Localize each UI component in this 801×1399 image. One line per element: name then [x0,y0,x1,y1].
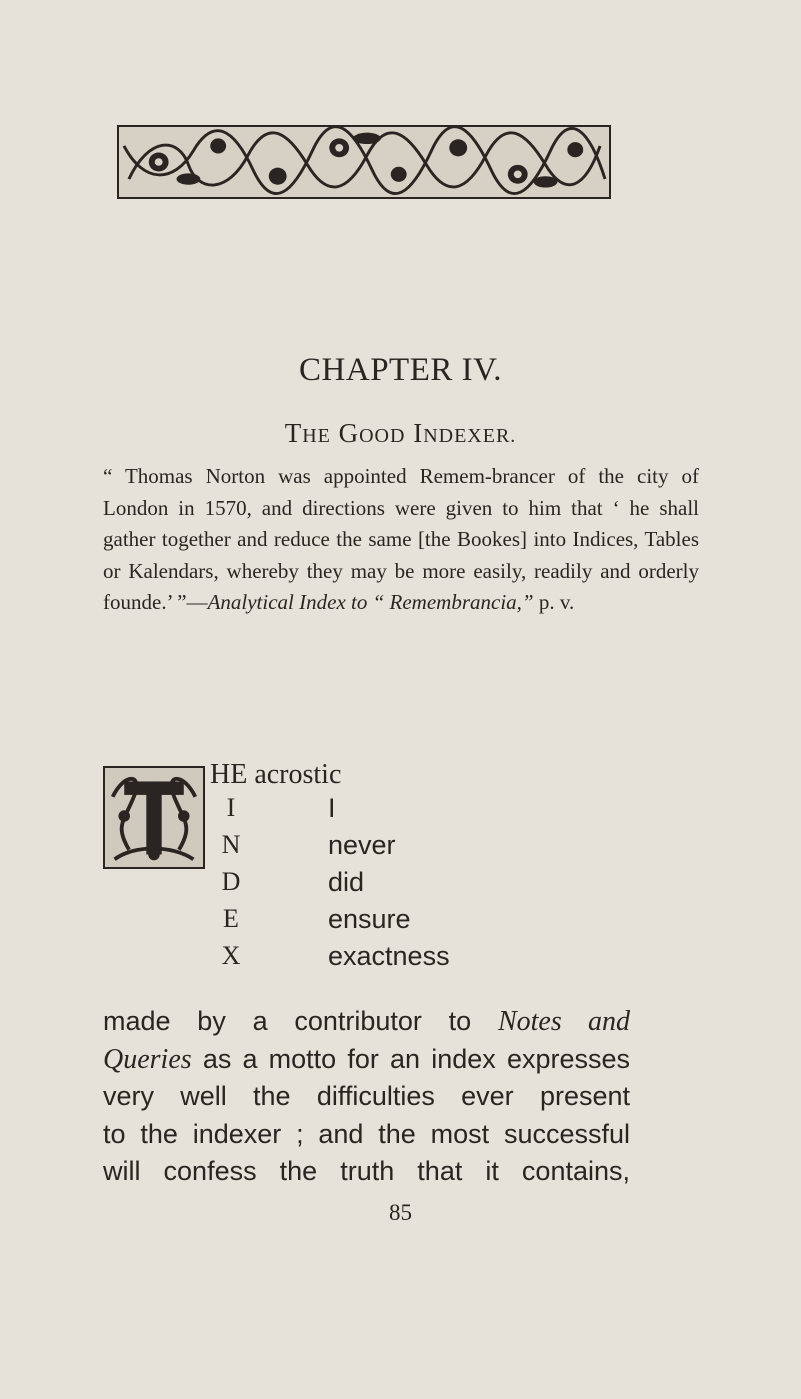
acrostic-word: did [328,867,365,897]
title-initial: I [413,418,424,448]
body-paragraph [103,1003,630,1191]
title-smallcaps: NDEXER. [423,425,517,447]
body-line [103,1003,630,1041]
page-number: 85 [389,1200,412,1225]
decorated-initial-t [103,766,205,869]
epigraph-quote [103,461,699,619]
acrostic-word: exactness [328,941,450,971]
body-text-run: as a motto for an index expresses [191,1043,630,1074]
acrostic-letter: I [226,793,236,822]
body-line: to the indexer ; and the most successful [103,1118,630,1149]
acrostic-heading: HE acrostic [210,759,342,790]
chapter-heading: CHAPTER IV. [299,352,502,388]
acrostic-word: ensure [328,904,411,934]
epigraph-text: “ Thomas Norton was appointed Remem-brancer of the city of London in 1570, and directions were given to him that ‘ he shall gather together and reduce the same [the Bookes] into Indices, Tables or Kalendars, whereby they may be more easily, readily and orderly founde.’ ”— [103,464,699,614]
epigraph-source: Analytical Index to “ Remembrancia,” [207,590,534,614]
epigraph-page-ref: p. v. [533,590,575,614]
body-line [103,1041,630,1079]
title-smallcaps: OOD [359,425,406,447]
body-line: very well the difficulties ever present [103,1081,630,1111]
body-text-run: made by a contributor to [103,1006,498,1036]
acrostic-letter: X [221,941,241,970]
body-italic-run: Notes and [497,1006,630,1037]
title-initial: G [338,418,360,448]
title-smallcaps: HE [302,425,331,447]
acrostic-letter: D [221,867,241,896]
acrostic-letter: N [221,830,241,859]
acrostic-word: I [328,793,336,823]
acrostic-letter: E [223,904,239,933]
title-initial: T [284,418,303,448]
body-italic-run: Queries [103,1043,192,1075]
ornamental-scroll-band-icon [119,127,609,197]
acrostic-word: never [328,830,396,860]
section-title [0,418,801,449]
body-line: will confess the truth that it contains, [103,1156,630,1186]
ornamental-headpiece [117,125,611,199]
ornamental-initial-t-icon [105,768,203,867]
